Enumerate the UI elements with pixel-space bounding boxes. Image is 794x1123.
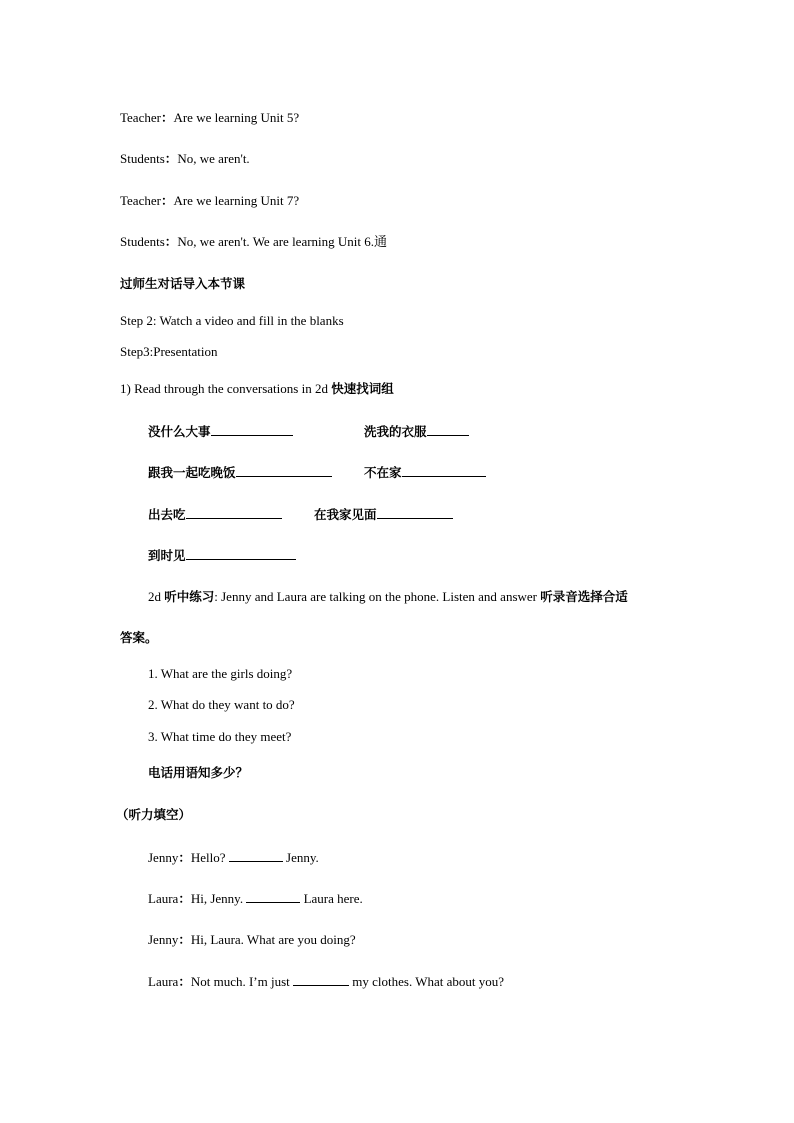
dialogue-line-2 [148,890,363,907]
speaker: Teacher [120,110,161,125]
utterance: Hello? [190,850,229,865]
speaker: Teacher [120,193,161,208]
colon: ： [178,891,191,906]
listen-instruction [148,589,628,605]
colon: ： [160,193,174,208]
intro-line-3 [120,193,299,209]
colon: ： [164,151,178,166]
task-1-text: 1) Read through the conversations in 2d [120,381,332,396]
speaker: Laura [148,891,179,906]
step-2: Step 2: Watch a video and fill in the blanks [120,313,344,328]
task-1-cn: 快速找词组 [331,381,394,396]
phrase-item: 在我家见面 [314,506,453,523]
speaker: Laura [148,974,179,989]
dialogue-line-1 [148,849,319,866]
answer-blank[interactable] [211,423,293,436]
listen-text: : Jenny and Laura are talking on the phone. Listen and answer [214,589,541,604]
answer-blank[interactable] [246,890,300,903]
utterance-tail: Jenny. [282,850,319,865]
question-3: 3. What time do they meet? [148,729,292,744]
utterance: No, we aren't. [177,151,250,166]
utterance: Are we learning Unit 5? [173,110,300,125]
intro-line-1 [120,110,299,126]
utterance: Not much. I’m just [190,974,294,989]
listen-cn-label: 听中练习 [164,589,215,604]
answer-blank[interactable] [377,506,453,519]
answer-blank[interactable] [236,464,332,477]
listen-prefix: 2d [148,589,165,604]
listen-cn-tail: 听录音选择合适 [540,589,628,604]
colon: ： [178,932,191,947]
phrase-item: 不在家 [364,464,486,481]
intro-note: 过师生对话导入本节课 [120,276,246,291]
colon: ： [164,234,178,249]
speaker: Jenny [148,932,179,947]
phone-heading: 电话用语知多少？ [148,765,249,780]
answer-blank[interactable] [402,464,486,477]
utterance: No, we aren't. We are learning Unit 6.通 [177,234,388,249]
answer-blank[interactable] [229,849,283,862]
phrase-item: 出去吃 [148,506,282,523]
intro-line-2 [120,151,250,167]
phrase-item: 没什么大事 [148,423,293,440]
speaker: Jenny [148,850,179,865]
utterance: Hi, Laura. What are you doing? [190,932,356,947]
answer-blank[interactable] [186,547,296,560]
step-3: Step3:Presentation [120,344,218,359]
dialogue-line-3 [148,932,356,948]
phrase-item: 跟我一起吃晚饭 [148,464,332,481]
answer-blank[interactable] [427,423,469,436]
utterance: Are we learning Unit 7? [173,193,300,208]
fill-heading: （听力填空） [116,807,192,822]
colon: ： [160,110,174,125]
speaker: Students [120,151,165,166]
utterance-tail: Laura here. [300,891,363,906]
colon: ： [178,974,191,989]
phrase-item: 到时见 [148,547,296,564]
utterance: Hi, Jenny. [190,891,247,906]
colon: ： [178,850,191,865]
question-2: 2. What do they want to do? [148,697,295,712]
answer-blank[interactable] [186,506,282,519]
task-1 [120,381,394,397]
intro-line-4 [120,234,387,250]
utterance-tail: my clothes. What about you? [349,974,505,989]
question-1: 1. What are the girls doing? [148,666,293,681]
answer-blank[interactable] [293,973,349,986]
listen-cn-wrap: 答案。 [120,630,158,645]
dialogue-line-4 [148,973,504,990]
speaker: Students [120,234,165,249]
phrase-item: 洗我的衣服 [364,423,469,440]
